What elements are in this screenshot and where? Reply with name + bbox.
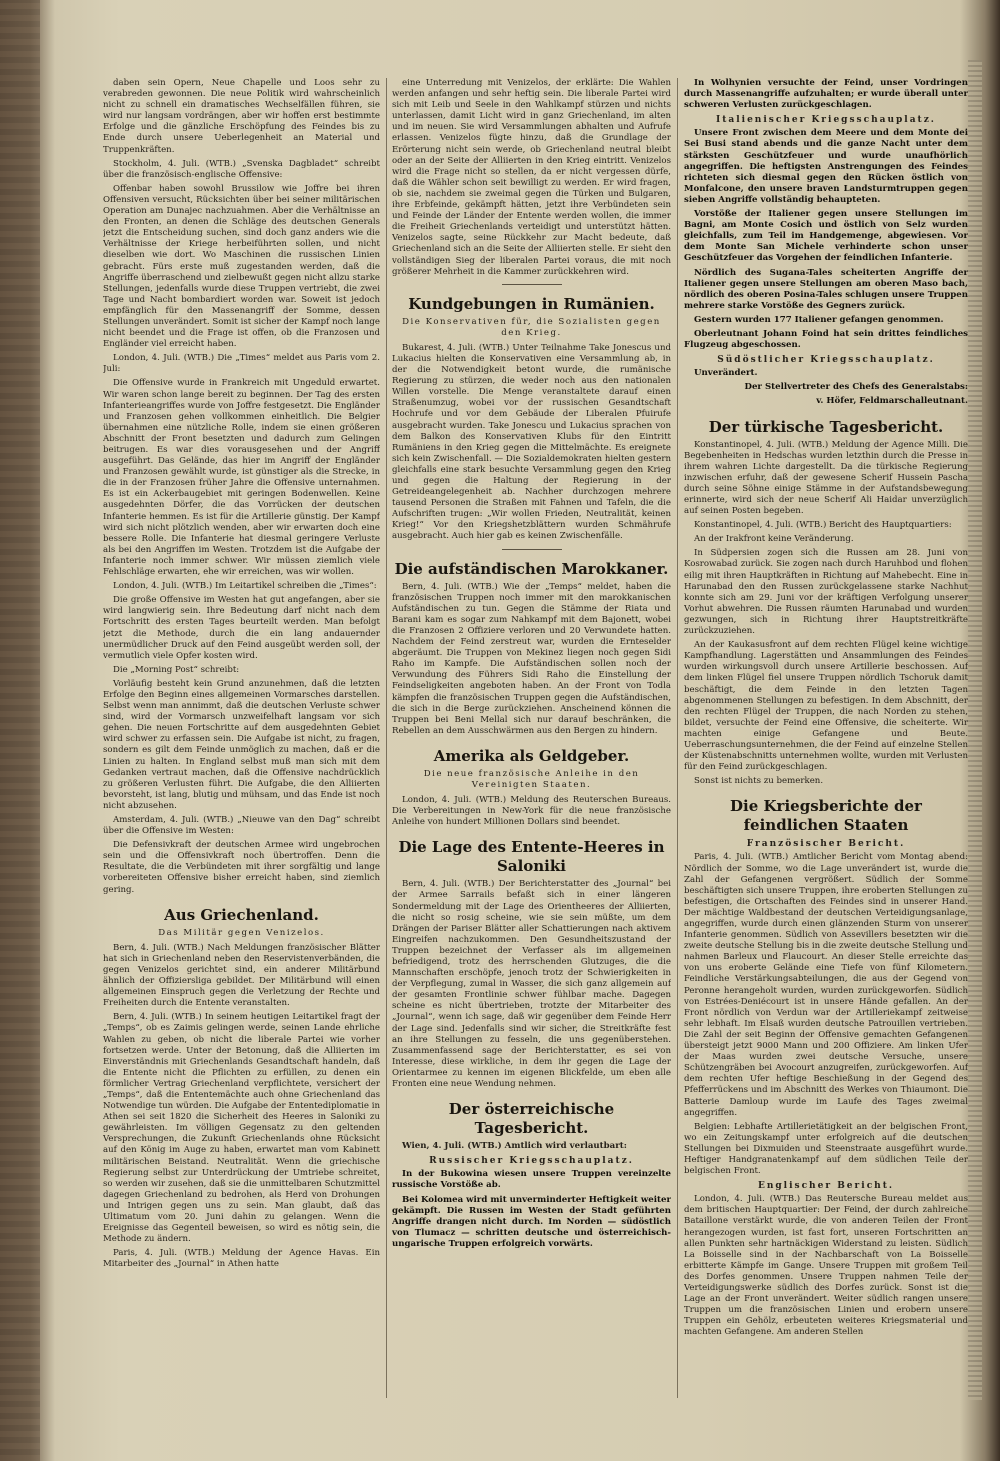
article-paragraph: Offenbar haben sowohl Brussilow wie Joffre bei ihren Offensiven versucht, Rücksichten über bei seiner militärischen Operation am Dunajec nachzuahmen. Aber die Verhältnisse an den Fronten, an denen die Schläge des deutschen Generals jetzt die Entscheidung suchen, sind doch ganz anders wie die Verhältnisse der Kriege herbeiführten sollen, und nicht dieselben wie dort. Wo Maschinen die russischen Linien gebracht. Fürs erste muß zugestanden werden, daß die Angriffe überraschend und zielbewußt gegen nicht allzu starke Stellungen, jedenfalls wurde diese Truppen vertriebt, die zwei Tage und Nacht bombardiert worden war. Soweit ist jedoch empfänglich für den Massenangriff der Somme, dessen Stellungen unverändert. Somit ist sicher der Kampf noch lange nicht beendet und die Frage ist offen, ob die Franzosen und Engländer viel erreicht haben. — [103, 183, 380, 350]
heading-austria: Der österreichische Tagesbericht. — [448, 1100, 615, 1138]
subheading-french: Französischer Bericht. — [746, 839, 906, 850]
dateline: Wien, 4. Juli. (WTB.) Amtlich wird verlautbart: — [402, 1141, 627, 1152]
heading-morocco: Die aufständischen Marokkaner. — [394, 559, 669, 578]
article-paragraph: daben sein Opern, Neue Chapelle und Loos sehr zu verabreden gewonnen. Die neue Politik wird wahrscheinlich nicht zu schnell ein dramatisches Wechselfällen führen, sie wird nur langsam vordrängen, aber wir hoffen erst bestimmte Erfolge und die gänzliche Erschöpfung des Feindes bis zu Ende durch unsere Ueberlegenheit an Material und Truppenkräften. — [103, 78, 380, 155]
article-paragraph: London, 4. Juli. (WTB.) Das Reutersche Bureau meldet aus dem britischen Hauptquartier: Der Feind, der durch zahlreiche Bataillone verstärkt wurde, die von anderen Teilen der Front herangezogen wurden, ist fast fort, unseren Fortschritten an allen Punkten sehr hartnäckigen Widerstand zu leisten. Südlich La Boisselle sind in der Nachbarschaft von La Boisselle erbitterte Kämpfe im Gange. Unsere Truppen mit großem Teil des Dorfes genommen. Unsere Truppen nahmen Teile der Verteidigungswerke südlich des Dorfes zurück. Sonst ist die Lage an der Front unverändert. Weiter südlich rangen unsere Truppen um die französischen Linien und erobern unsere Truppen ein Gehölz, erbeuteten weiteres Kriegsmaterial und machten Gefangene. Am anderen Stellen — [684, 1194, 968, 1338]
heading-enemy-reports: Die Kriegsberichte der feindlichen Staaten — [730, 797, 922, 835]
signature-line: Der Stellvertreter des Chefs des Generalstabs: — [744, 382, 968, 393]
subheading-romania: Die Konservativen für, die Sozialisten gegen den Krieg. — [402, 316, 661, 338]
article-paragraph: Paris, 4. Juli. (WTB.) Meldung der Agence Havas. Ein Mitarbeiter des „Journal“ in Athen hatte — [103, 1248, 380, 1270]
signature-name: v. Höfer, Feldmarschalleutnant. — [816, 396, 968, 407]
section-italian-front: Italienischer Kriegsschauplatz. — [716, 115, 936, 126]
column-rule — [677, 78, 678, 1398]
article-paragraph: London, 4. Juli. (WTB.) Im Leitartikel schreiben die „Times“: — [113, 581, 377, 592]
heading-america: Amerika als Geldgeber. — [433, 746, 630, 765]
article-paragraph: Die große Offensive im Westen hat gut angefangen, aber sie wird langwierig sein. Ihre Bedeutung darf nicht nach dem Fortschritt des ersten Tages beurteilt werden. Man befolgt jetzt die Methode, durch die ein lang andauernder unermüdlicher Druck auf den Feind ausgeübt werden soll, der vermutlich viele Opfer kosten wird. — [103, 595, 380, 661]
book-binding — [0, 0, 40, 1461]
section-southeast-front: Südöstlicher Kriegsschauplatz. — [717, 355, 935, 366]
article-paragraph: An der Kaukasusfront auf dem rechten Flügel keine wichtige Kampfhandlung. Lagerstätten und Ansammlungen des Feindes wurden wirkungsvoll durch unsere Artillerie beschossen. Auf dem linken Flügel fiel unsere Truppen nördlich Tschoruk damit beschäftigt, die dem Feinde in den letzten Tagen abgenommenen Stellungen zu befestigen. In dem Abschnitt, der den rechten Flügel der Truppen, die nach Norden zu stehen, bildet, versuchte der Feind eine Offensive, die scheiterte. Wir machten einige Gefangene und Beute. Ueberraschungsunternehmen, die der Feind auf einzelne Stellen der Küstenabschnitts unternehmen wollte, wurden mit Verlusten für den Feind zurückgeschlagen. — [684, 640, 968, 773]
article-paragraph: Bern, 4. Juli. (WTB.) Nach Meldungen französischer Blätter hat sich in Griechenland neben den Reservistenverbänden, die gegen Venizelos gerichtet sind, ein anderer Militärbund ähnlich der Offiziersliga gebildet. Der Militärbund will einen allgemeinen Einspruch gegen die Verletzung der Rechte und Freiheiten durch die Entente veranstalten. — [103, 942, 380, 1009]
subheading-english: Englischer Bericht. — [757, 1181, 895, 1192]
article-paragraph: Bukarest, 4. Juli. (WTB.) Unter Teilnahme Take Jonescus und Lukacius hielten die Konservativen eine Versammlung ab, in der die Notwendigkeit betont wurde, die rumänische Regierung zu stürzen, die weder noch aus den nationalen Willen vorstelle. Die Menge veranstaltete darauf einen Straßenumzug, wobei vor der russischen Gesandtschaft Hochrufe und vor dem Gebäude der Liberalen Pfuirufe ausgebracht wurden. Take Jonescu und Lukacius sprachen von dem Balkon des Konservativen Klubs für den Eintritt Rumäniens in den Krieg gegen die Mittelmächte. Es ereignete sich kein Zwischenfall. — Die Sozialdemokraten hielten gestern gleichfalls eine stark besuchte Versammlung gegen den Krieg und gegen die Haltung der Regierung in der Getreideangelegenheit ab. Nachher durchzogen mehrere tausend Personen die Straßen mit Fahnen und Tafeln, die die Aufschriften trugen: „Wir wollen Frieden, Neutralität, keinen Krieg!“ Vor den Kriegshetzblättern wurden Schmährufe ausgebracht. Auch hier gab es keinen Zwischenfälle. — [392, 342, 671, 542]
article-paragraph: Sonst ist nichts zu bemerken. — [694, 776, 824, 787]
column-rule — [386, 78, 387, 1398]
subheading-greece: Das Militär gegen Venizelos. — [158, 927, 325, 938]
article-paragraph: Vorläufig besteht kein Grund anzunehmen, daß die letzten Erfolge den Beginn eines allgemeinen Vormarsches darstellen. Selbst wenn man annimmt, daß die deutschen Verluste schwer sind, wird der Vormarsch unzweifelhaft langsam vor sich gehen. Die neuen Fortschritte auf dem ausgedehnten Gebiet wird schwer zu erfassen sein. Die Aufgabe ist nicht, zu fragen, sondern es gilt dem Feinde unmöglich zu machen, daß er die Linien zu halten. In England selbst muß man sich mit dem Gedanken vertraut machen, daß die Offensive nachdrücklich zu größeren Verlusten führt. Die Aufgabe, die den Alliierten bevorsteht, ist lang, blutig und mühsam, und das Ende ist noch nicht abzusehen. — [103, 678, 380, 811]
article-paragraph: Die Defensivkraft der deutschen Armee wird ungebrochen sein und die Offensivkraft noch übertroffen. Denn die Resultate, die die Verbündeten mit ihrer sorgfältig und lange vorbereiteten Offensive bisher erreicht haben, sind ziemlich gering. — [103, 840, 380, 895]
article-paragraph: Konstantinopel, 4. Juli. (WTB.) Bericht des Hauptquartiers: — [694, 520, 952, 531]
section-russian-front: Russischer Kriegsschauplatz. — [429, 1156, 634, 1167]
article-paragraph: Konstantinopel, 4. Juli. (WTB.) Meldung der Agence Milli. Die Begebenheiten in Hedschas wurden letzthin durch die Presse in ihrem wahren Lichte dargestellt. Da die türkische Regierung inzwischen erfuhr, daß der gewesene Scherif Hussein Pascha durch seine Söhne einige Stämme in der Aufstandsbewegung erinnerte, wird sich der neue Scherif Ali Haidar unverzüglich auf seinen Posten begeben. — [684, 439, 968, 517]
heading-romania: Kundgebungen in Rumänien. — [408, 294, 655, 313]
article-paragraph: Stockholm, 4. Juli. (WTB.) „Svenska Dagbladet“ schreibt über die französisch-englische Offensive: — [103, 158, 380, 180]
column-right — [684, 78, 968, 1418]
heading-greece: Aus Griechenland. — [164, 905, 319, 924]
article-paragraph: Unverändert. — [694, 368, 758, 379]
heading-turkey: Der türkische Tagesbericht. — [708, 417, 944, 436]
subheading-america: Die neue französische Anleihe in den Vereinigten Staaten. — [423, 768, 640, 790]
article-paragraph: Vorstöße der Italiener gegen unsere Stellungen im Bagni, am Monte Cosich und östlich von Selz wurden gleichfalls, zum Teil im Handgemenge, abgewiesen. Vor dem Monte San Michele verhinderte schon unser Geschützfeuer das Vorgehen der feindlichen Infanterie. — [684, 209, 968, 264]
article-paragraph: Die „Morning Post“ schreibt: — [113, 664, 240, 675]
article-paragraph: Bei Kolomea wird mit unverminderter Heftigkeit weiter gekämpft. Die Russen im Westen der Stadt geführten Angriffe drangen nicht durch. Im Norden — südöstlich von Tlumacz — schritten deutsche und österreichisch-ungarische Truppen erfolgreich vorwärts. — [392, 1194, 671, 1249]
column-middle — [392, 78, 671, 1418]
article-paragraph: Gestern wurden 177 Italiener gefangen genommen. — [694, 314, 944, 325]
article-paragraph: eine Unterredung mit Venizelos, der erklärte: Die Wahlen werden anfangen und sehr heftig sein. Die liberale Partei wird sich mit Leib und Seele in den Wahlkampf stürzen und nichts unterlassen, damit Licht wird in ganz Griechenland, im alten und im neuen. Sie wird Versammlungen abhalten und Aufrufe erlassen. Venizelos fügte hinzu, daß die Grundlage der Erörterung nicht sein werde, ob Griechenland neutral bleibt oder an der Seite der Alliierten in den Krieg eintritt. Venizelos wird die Frage nicht so stellen, da er nicht vergessen dürfe, daß die Wähler schon seit bewilligt zu werden. Er wird fragen, ob sie, nachdem sie zweimal gegen die Türken und Bulgaren, ihre Erbfeinde, gekämpft hätten, jetzt ihre Verbündeten sein und Feinde der Länder der Entente werden wollen, die immer die Freiheit Griechenlands verteidigt und unterstützt hätten. Venizelos sagte, seine Rückkehr zur Macht bedeute, daß Griechenland sich an die Seite der Alliierten stelle. Er sieht den vollständigen Sieg der liberalen Partei voraus, die mit noch größerer Mehrheit in die Kammer zurückkehren wird. — [392, 78, 671, 277]
article-paragraph: London, 4. Juli. (WTB.) Meldung des Reuterschen Bureaus. Die Verbereitungen in New-York für die neue französische Anleihe von hundert Millionen Dollars sind beendet. — [392, 795, 671, 828]
article-paragraph: Bern, 4. Juli. (WTB.) Wie der „Temps“ meldet, haben die französischen Truppen noch immer mit den marokkanischen Aufständischen zu tun. Gegen die Stämme der Riata und Barani kam es sogar zum Nahkampf mit dem Bajonett, wobei die Franzosen 2 Offiziere verloren und 20 Verwundete hatten. Nachdem der Feind zerstreut war, wurden die Ernteselder abgeräumt. Die Truppen von Mekinez liegen noch gegen Sidi Raho im Kampfe. Die Aufständischen sollen noch der Verwundung des Führers Sidi Raho die Einstellung der Feindseligkeiten angeboten haben. An der Front von Todla kämpfen die französischen Truppen gegen die Aufständischen, die sich in die Berge zurückziehen. Anscheinend können die Truppen bei Beni Mellal sich nur darauf beschränken, die Rebellen an dem Ausschwärmen aus den Bergen zu hindern. — [392, 581, 671, 736]
column-left — [103, 78, 380, 1418]
separator — [502, 549, 562, 550]
article-paragraph: Bern, 4. Juli. (WTB.) In seinem heutigen Leitartikel fragt der „Temps“, ob es Zaimis gelingen werde, seinen Lande ehrliche Wahlen zu geben, ob nicht die liberale Partei wie vorher fortsetzen werde. Unter der Betonung, daß die Alliierten im Einverständnis mit Griechenlands Gesandtschaft handeln, daß die Entente nicht die Pflichten zu erfüllen, zu denen ein förmlicher Vertrag Griechenland verpflichtete, versichert der „Temps“, daß die Ententemächte auch ohne Griechenland das Notwendige tun würden. Die Aufgabe der Ententediplomatie in Athen sei seit 1820 die Sicherheit des Heeres in Saloniki zu gewährleisten. Im völligen Gegensatz zu den geltenden Versprechungen, die Zukunft Griechenlands ohne Rücksicht auf den König im Auge zu haben, erwartet man vom Kabinett militärischen Beistand. Neutralität. Wenn die griechische Regierung selbst zur Unterdrückung der Umtriebe schreitet, so werden wir zusehen, daß sie die unmittelbaren Schutzmittel dagegen Griechenland zu bedrohen, als Herd von Drohungen und Intrigen gegen uns zu sein. Man glaubt, daß das Ultimatum vom 20. Juni dahin zu gelangen. Wenn die Ereignisse das Gegenteil beweisen, so wird es nötig sein, die Methode zu ändern. — [103, 1012, 380, 1245]
article-paragraph: In Südpersien zogen sich die Russen am 28. Juni von Kosrowabad zurück. Sie zogen nach durch Haruhbod und flohen eilig mit ihren Hauptkräften in Richtung auf Mahebecht. Eine in Harunabad den den Russen zurückgelassene starke Nachhut konnte sich am 29. Juni vor der kräftigen Verfolgung unserer Vorhut abwehren. Die Russen räumten Harunabad und wurden gezwungen, sich in Richtung ihrer Hauptstreitkräfte zurückzuziehen. — [684, 548, 968, 637]
article-paragraph: Amsterdam, 4. Juli. (WTB.) „Nieuwe van den Dag“ schreibt über die Offensive im Westen: — [103, 815, 380, 837]
article-paragraph: Bern, 4. Juli. (WTB.) Der Berichterstatter des „Journal“ bei der Armee Sarrails befaßt sich in einer längeren Sondermeldung mit der Lage des Orientheeres der Alliierten, die nicht so rosig scheine, wie sie sein müßte, um dem Drängen der Pariser Blätter aller Schattierungen nach aktivem Eingreifen nachzukommen. Den Gesundheitszustand der Truppen bezeichnet der Verfasser als im allgemeinen befriedigend, trotz des herrschenden Glutzuges, die die Mannschaften erschöpfe, jenoch trotz der Schwierigkeiten in der Verpflegung, zumal in Wasser, die sich ganz allgemein auf der gesamten Frontlinie schwer fühlbar mache. Dagegen scheine es nicht übertrieben, trotzte der Mitarbeiter des „Journal“, wenn ich sage, daß wir gegenüber dem Feinde Herr der Lage sind. Jedenfalls sind wir sicher, die Streitkräfte fest an ihre Stellungen zu fesseln, die uns gegenüberstehen. Zusammenfassend sage der Berichterstatter, es sei von Interesse, diese wirkliche, in dem ihr gegen die Lage der Orientarmee zu kennen im eigenen Blickfelde, um eben alle Fronten eine neue Wendung nehmen. — [392, 879, 671, 1090]
adjacent-page-edge — [968, 60, 982, 1400]
article-paragraph: Nördlich des Sugana-Tales scheiterten Angriffe der Italiener gegen unsere Stellungen am oberen Maso bach, nördlich des oberen Posina-Tales schlugen unsere Truppen mehrere starke Vorstöße des Gegners zurück. — [684, 267, 968, 311]
article-paragraph: Die Offensive wurde in Frankreich mit Ungeduld erwartet. Wir waren schon lange bereit zu beginnen. Der Tag des ersten Infanterieangriffes wurde von Joffre festgesetzt. Die Engländer und Franzosen gehen vollkommen einheitlich. Die Belgier übernahmen eine nützliche Rolle, indem sie einen größeren Abschnitt der Front besetzten und dadurch zum Gelingen beitrugen. Es war dies vorausgesehen und der Angriff ausgeführt. Das Gelände, das hier im Angriff der Engländer und Franzosen gewählt wurde, ist günstiger als die Strecke, in die in der Franzosen früher Jahre die Offensive unternahmen. Es ist ein Ackerbaugebiet mit geringen Bodenwellen. Keine ausgedehnten Dörfer, die das Vorrücken der deutschen Infanterie hemmen. Es ist für die Artillerie günstig. Der Kampf wird sich nicht plötzlich wenden, aber wir erwarten doch eine bessere Rolle. Die Infanterie hat diesmal geringere Verluste als bei den Angriffen im Westen. Trotzdem ist die Aufgabe der Infanterie noch immer schwer. Wir müssen ziemlich viele Fehlschläge erwarten, ehe wir erreichen, was wir wollen. — [103, 378, 380, 578]
article-paragraph: Oberleutnant Johann Foind hat sein drittes feindliches Flugzeug abgeschossen. — [684, 328, 968, 351]
article-paragraph: Unsere Front zwischen dem Meere und dem Monte dei Sei Busi stand abends und die ganze Nacht unter dem stärksten Geschützfeuer und wurde unaufhörlich angegriffen. Die heftigsten Anstrengungen des Feindes richteten sich diesmal gegen den Rücken östlich von Monfalcone, den unsere braven Landsturmtruppen gegen sieben Angriffe vollständig behaupteten. — [684, 128, 968, 205]
article-paragraph: Belgien: Lebhafte Artillerietätigkeit an der belgischen Front, wo ein Zeitungskampf unter erfolgreich auf die deutschen Stellungen bei Dixmuiden und Steenstraate ausgeführt wurde. Heftiger Handgranatenkampf auf dem südlichen Teile der belgischen Front. — [684, 1121, 968, 1177]
article-paragraph: London, 4. Juli. (WTB.) Die „Times“ meldet aus Paris vom 2. Juli: — [103, 353, 380, 375]
article-paragraph: In Wolhynien versuchte der Feind, unser Vordringen durch Massenangriffe aufzuhalten; er wurde überall unter schweren Verlusten zurückgeschlagen. — [684, 78, 968, 111]
article-paragraph: An der Irakfront keine Veränderung. — [694, 534, 854, 545]
heading-saloniki: Die Lage des Entente-Heeres in Saloniki — [398, 838, 665, 876]
article-paragraph: Paris, 4. Juli. (WTB.) Amtlicher Bericht vom Montag abend: Nördlich der Somme, wo die Lage unverändert ist, wurde die Zahl der Gefangenen vergrößert. Südlich der Somme beschäftigten sich unsere Truppen, ihre eroberten Stellungen zu befestigen, die Ortschaften des Feindes sind in unserer Hand. Der mächtige Waldbestand der deutschen Verteidigungsanlage, angegriffen, wurde durch einen glänzenden Sturm von unserer Infanterie genommen. Südlich von Assevillers besetzten wir die zweite deutsche Stellung bis in die zweite deutsche Stellung und nahmen Barleux und Flaucourt. An dieser Stelle erreichte das von uns eroberte Gelände eine Tiefe von fünf Kilometern. Feindliche Verstärkungsabteilungen, die aus der Gegend von Peronne herangeholt wurden, wurden zurückgeworfen. Südlich von Estrées-Deniécourt ist in unsere Hände gefallen. An der Front nördlich von Verdun war der Artilleriekampf zeitweise sehr lebhaft. Im Elsaß wurden deutsche Patrouillen vertrieben. Die Zahl der seit Beginn der Offensive gemachten Gefangenen übersteigt jetzt 9000 Mann und 200 Offiziere. Am linken Ufer der Maas wurden zwei deutsche Versuche, unsere Schützengräben bei Avocourt anzugreifen, zurückgeworfen. Auf dem rechten Ufer heftige Beschießung in der Gegend des Pfefferrückens und im Abschnitt des Werkes von Thiaumont. Die Batterie Damloup wurde im Laufe des Tages zweimal angegriffen. — [684, 852, 968, 1118]
separator — [502, 284, 562, 285]
article-paragraph: In der Bukowina wiesen unsere Truppen vereinzelte russische Vorstöße ab. — [392, 1169, 671, 1191]
